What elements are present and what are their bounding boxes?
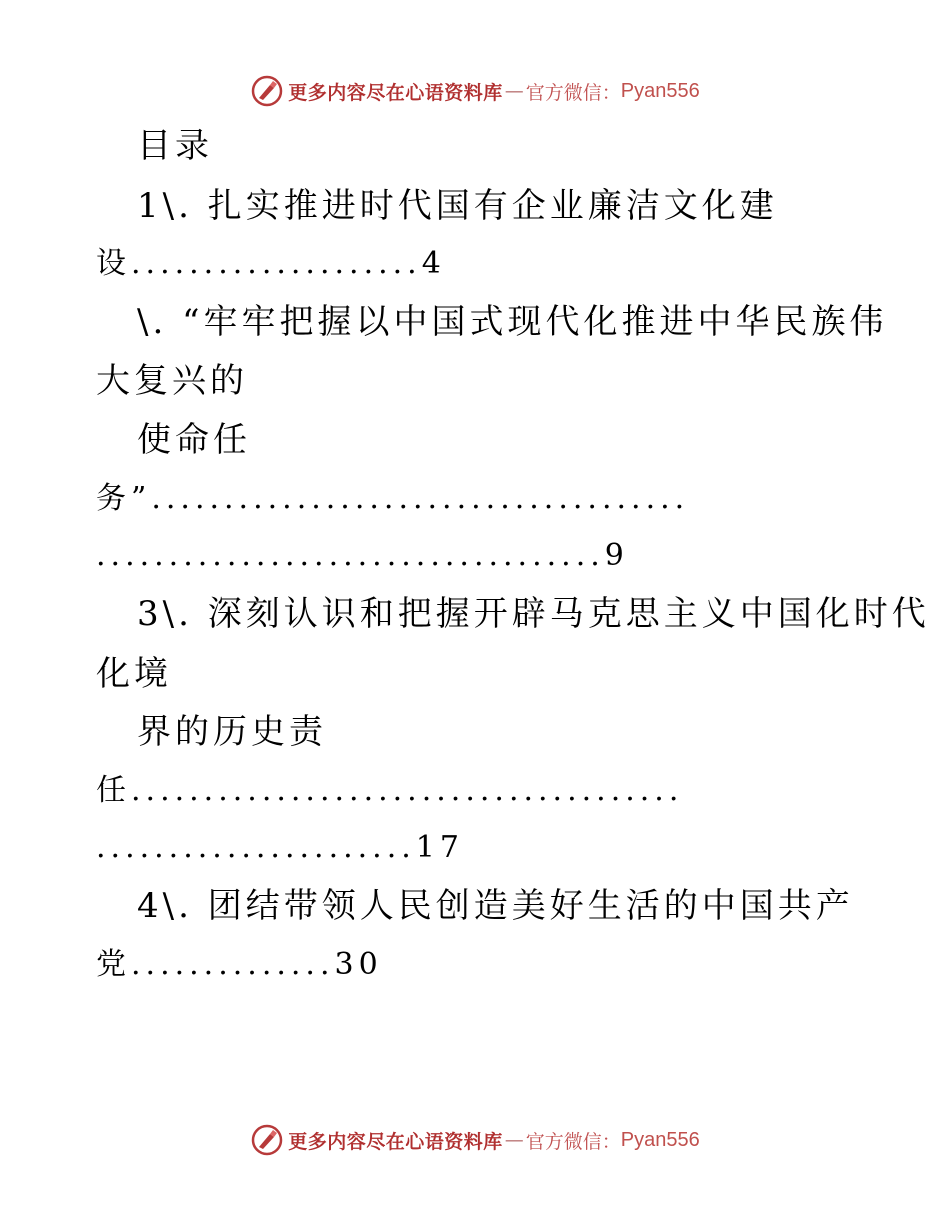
footer-banner <box>0 1120 950 1160</box>
toc-line-6: 务”..................................... <box>96 481 690 516</box>
banner-main-text: 更多内容尽在心语资料库 <box>288 1130 503 1153</box>
toc-heading: 目录 <box>137 126 213 166</box>
toc-line-10: 界的历史责 <box>137 712 327 752</box>
banner-wechat-label: 官方微信： <box>525 81 621 104</box>
banner-main-text: 更多内容尽在心语资料库 <box>288 81 503 104</box>
toc-line-7: ...................................9 <box>96 538 629 573</box>
banner-separator: — <box>504 1129 524 1151</box>
toc-line-13: 4\. 团结带领人民创造美好生活的中国共产 <box>137 886 854 926</box>
pen-logo-icon <box>250 1123 284 1157</box>
header-banner <box>0 71 950 111</box>
toc-line-2: 设....................4 <box>96 246 446 281</box>
toc-line-12: ......................17 <box>96 830 464 865</box>
toc-line-8: 3\. 深刻认识和把握开辟马克思主义中国化时代 <box>137 594 930 634</box>
toc-line-3: \. “牢牢把握以中国式现代化推进中华民族伟 <box>137 302 888 342</box>
banner-wechat-id: Pyan556 <box>620 1128 700 1151</box>
toc-line-1: 1\. 扎实推进时代国有企业廉洁文化建 <box>137 186 778 226</box>
pen-logo-icon <box>250 74 284 108</box>
toc-line-9: 化境 <box>96 654 172 694</box>
toc-line-5: 使命任 <box>137 420 251 460</box>
toc-line-14: 党..............30 <box>96 947 383 982</box>
banner-wechat-id: Pyan556 <box>620 79 700 102</box>
banner-wechat-label: 官方微信： <box>525 1130 621 1153</box>
toc-line-11: 任...................................... <box>96 773 684 808</box>
banner-separator: — <box>504 80 524 102</box>
toc-line-4: 大复兴的 <box>96 361 248 401</box>
